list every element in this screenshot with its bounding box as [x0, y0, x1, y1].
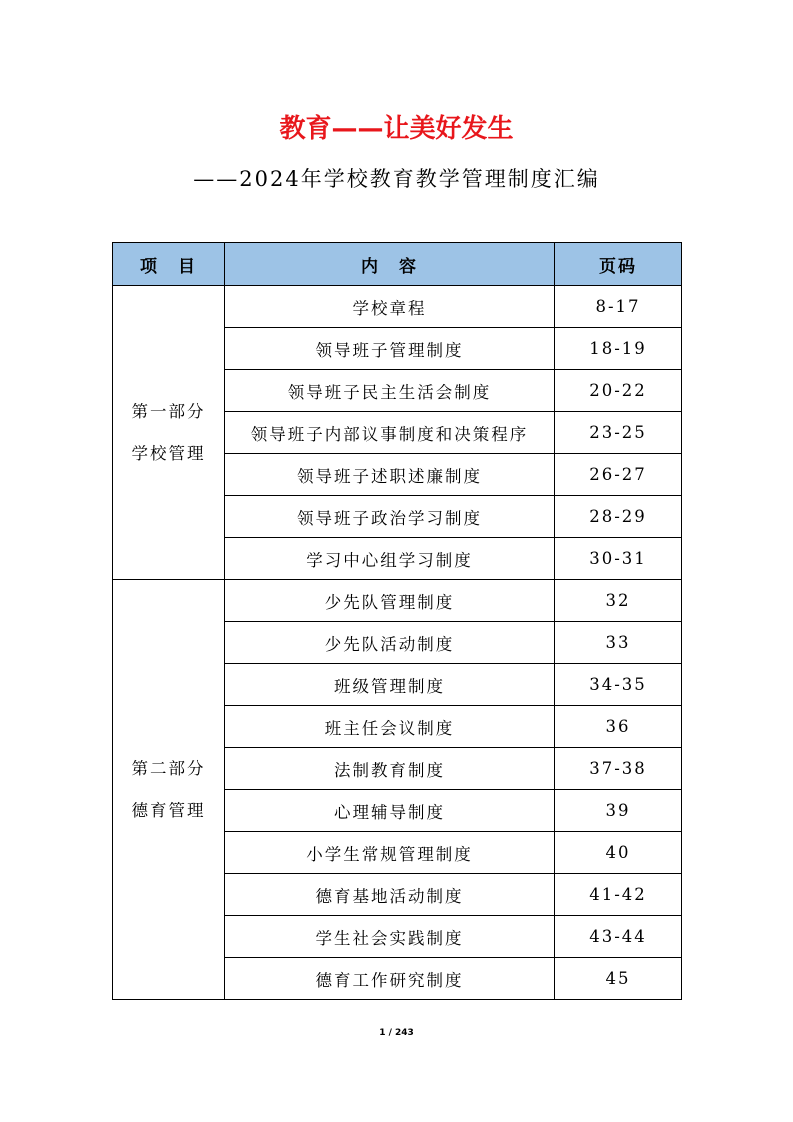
row-pages: 8-17 [555, 286, 682, 328]
row-pages: 41-42 [555, 874, 682, 916]
row-pages: 20-22 [555, 370, 682, 412]
row-content: 法制教育制度 [225, 748, 555, 790]
row-pages: 45 [555, 958, 682, 1000]
page-indicator: 1 / 243 [379, 1028, 414, 1038]
section-part: 第一部分 [131, 401, 206, 421]
row-pages: 18-19 [555, 328, 682, 370]
row-content: 学生社会实践制度 [225, 916, 555, 958]
row-pages: 30-31 [555, 538, 682, 580]
row-content: 德育基地活动制度 [225, 874, 555, 916]
section-name: 学校管理 [131, 443, 206, 463]
table-header-row [113, 243, 682, 286]
row-content: 少先队管理制度 [225, 580, 555, 622]
document-title: 教育——让美好发生 [279, 114, 514, 144]
row-content: 领导班子述职述廉制度 [225, 454, 555, 496]
row-pages: 32 [555, 580, 682, 622]
row-content: 小学生常规管理制度 [225, 832, 555, 874]
row-content: 领导班子民主生活会制度 [225, 370, 555, 412]
row-content: 学习中心组学习制度 [225, 538, 555, 580]
section-part: 第二部分 [131, 758, 206, 778]
header-content: 内 容 [225, 243, 555, 286]
row-pages: 40 [555, 832, 682, 874]
section-label-2 [113, 580, 225, 1000]
row-content: 班主任会议制度 [225, 706, 555, 748]
table-of-contents [112, 242, 682, 1000]
document-subtitle: ——2024年学校教育教学管理制度汇编 [193, 167, 600, 191]
row-pages: 26-27 [555, 454, 682, 496]
header-pages: 页码 [555, 243, 682, 286]
row-pages: 37-38 [555, 748, 682, 790]
row-pages: 39 [555, 790, 682, 832]
row-content: 学校章程 [225, 286, 555, 328]
table-row [113, 580, 682, 622]
row-pages: 28-29 [555, 496, 682, 538]
row-pages: 43-44 [555, 916, 682, 958]
row-pages: 33 [555, 622, 682, 664]
row-content: 班级管理制度 [225, 664, 555, 706]
section-name: 德育管理 [131, 800, 206, 820]
row-content: 德育工作研究制度 [225, 958, 555, 1000]
row-content: 少先队活动制度 [225, 622, 555, 664]
row-content: 心理辅导制度 [225, 790, 555, 832]
table-row [113, 286, 682, 328]
header-item: 项 目 [113, 243, 225, 286]
row-pages: 23-25 [555, 412, 682, 454]
row-content: 领导班子内部议事制度和决策程序 [225, 412, 555, 454]
row-pages: 34-35 [555, 664, 682, 706]
row-content: 领导班子政治学习制度 [225, 496, 555, 538]
row-content: 领导班子管理制度 [225, 328, 555, 370]
section-label-1 [113, 286, 225, 580]
row-pages: 36 [555, 706, 682, 748]
